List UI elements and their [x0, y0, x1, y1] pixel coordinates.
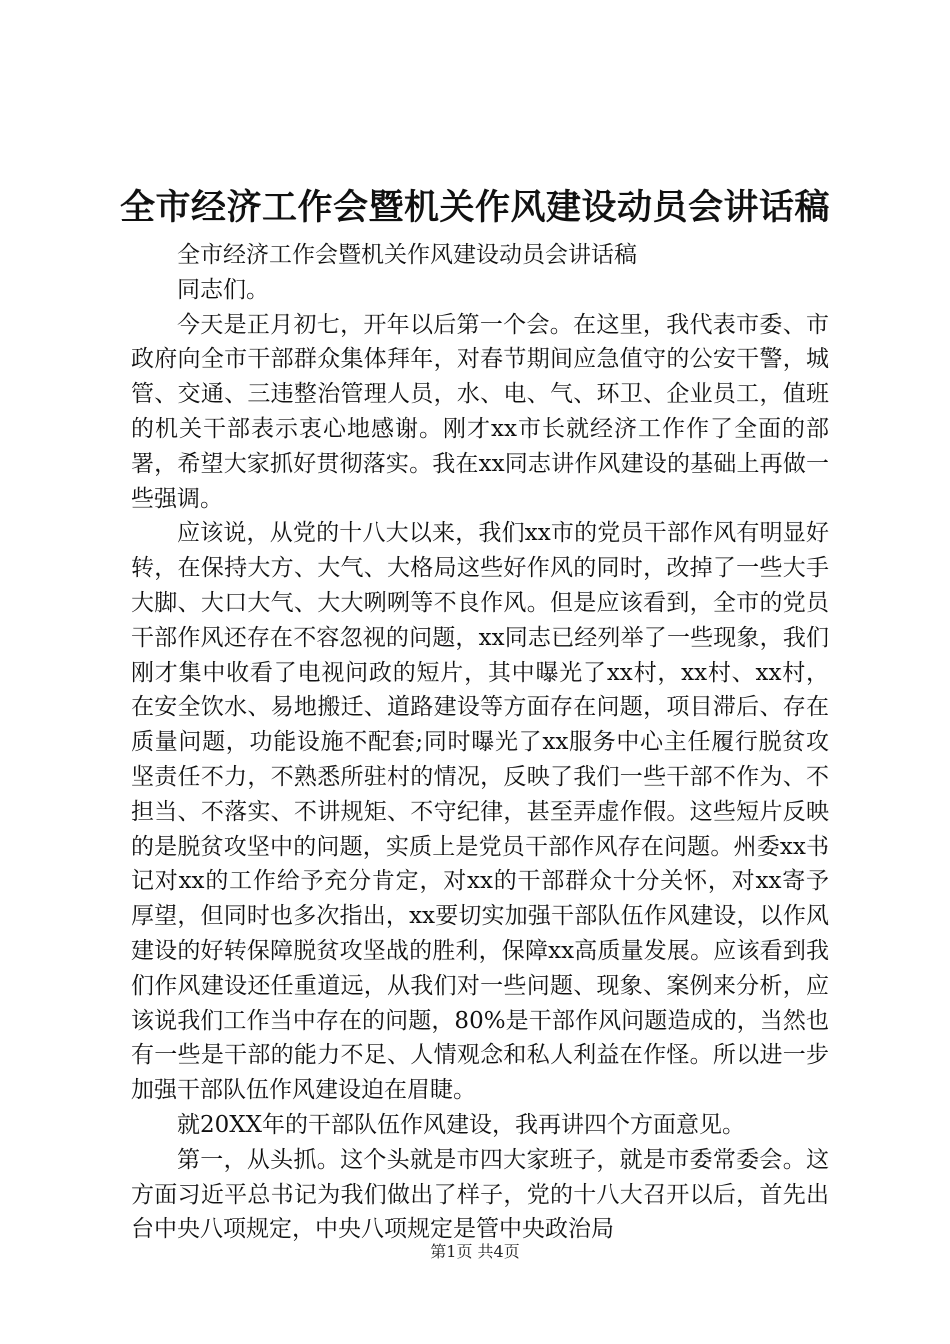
page-number: 第1页 共4页 [430, 1242, 520, 1261]
paragraph-subtitle: 全市经济工作会暨机关作风建设动员会讲话稿 [177, 242, 637, 268]
paragraph-style-issues: 应该说，从党的十八大以来，我们xx市的党员干部作风有明显好转，在保持大方、大气、大格局这些好作风的同时，改掉了一些大手大脚、大口大气、大大咧咧等不良作风。但是应该看到，全市的党员干部作风还存在不容忽视的问题，xx同志已经列举了一些现象，我们刚才集中收看了电视问政的短片，其中曝光了xx村，xx村、xx村，在安全饮水、易地搬迁、道路建设等方面存在问题，项目滞后、存在质量问题，功能设施不配套;同时曝光了xx服务中心主任履行脱贫攻坚责任不力，不熟悉所驻村的情况，反映了我们一些干部不作为、不担当、不落实、不讲规矩、不守纪律，甚至弄虚作假。这些短片反映的是脱贫攻坚中的问题，实质上是党员干部作风存在问题。州委xx书记对xx的工作给予充分肯定，对xx的干部群众十分关怀，对xx寄予厚望，但同时也多次指出，xx要切实加强干部队伍作风建设，以作风建设的好转保障脱贫攻坚战的胜利，保障xx高质量发展。应该看到我们作风建设还任重道远，从我们对一些问题、现象、案例来分析，应该说我们工作当中存在的问题，80%是干部作风问题造成的，当然也有一些是干部的能力不足、人情观念和私人利益在作怪。所以进一步加强干部队伍作风建设迫在眉睫。 [131, 520, 829, 1104]
paragraph-opening: 今天是正月初七，开年以后第一个会。在这里，我代表市委、市政府向全市干部群众集体拜年，对春节期间应急值守的公安干警，城管、交通、三违整治管理人员，水、电、气、环卫、企业员工，值班的机关干部表示衷心地感谢。刚才xx市长就经济工作作了全面的部署，希望大家抓好贯彻落实。我在xx同志讲作风建设的基础上再做一些强调。 [131, 311, 829, 512]
document-title: 全市经济工作会暨机关作风建设动员会讲话稿 [119, 187, 830, 228]
paragraph-salutation: 同志们。 [177, 276, 269, 303]
document-body [131, 238, 829, 1247]
paragraph-first-point: 第一，从头抓。这个头就是市四大家班子，就是市委常委会。这方面习近平总书记为我们做出了样子，党的十八大召开以后，首先出台中央八项规定，中央八项规定是管中央政治局 [131, 1146, 829, 1243]
paragraph-four-points: 就20XX年的干部队伍作风建设，我再讲四个方面意见。 [177, 1111, 746, 1138]
